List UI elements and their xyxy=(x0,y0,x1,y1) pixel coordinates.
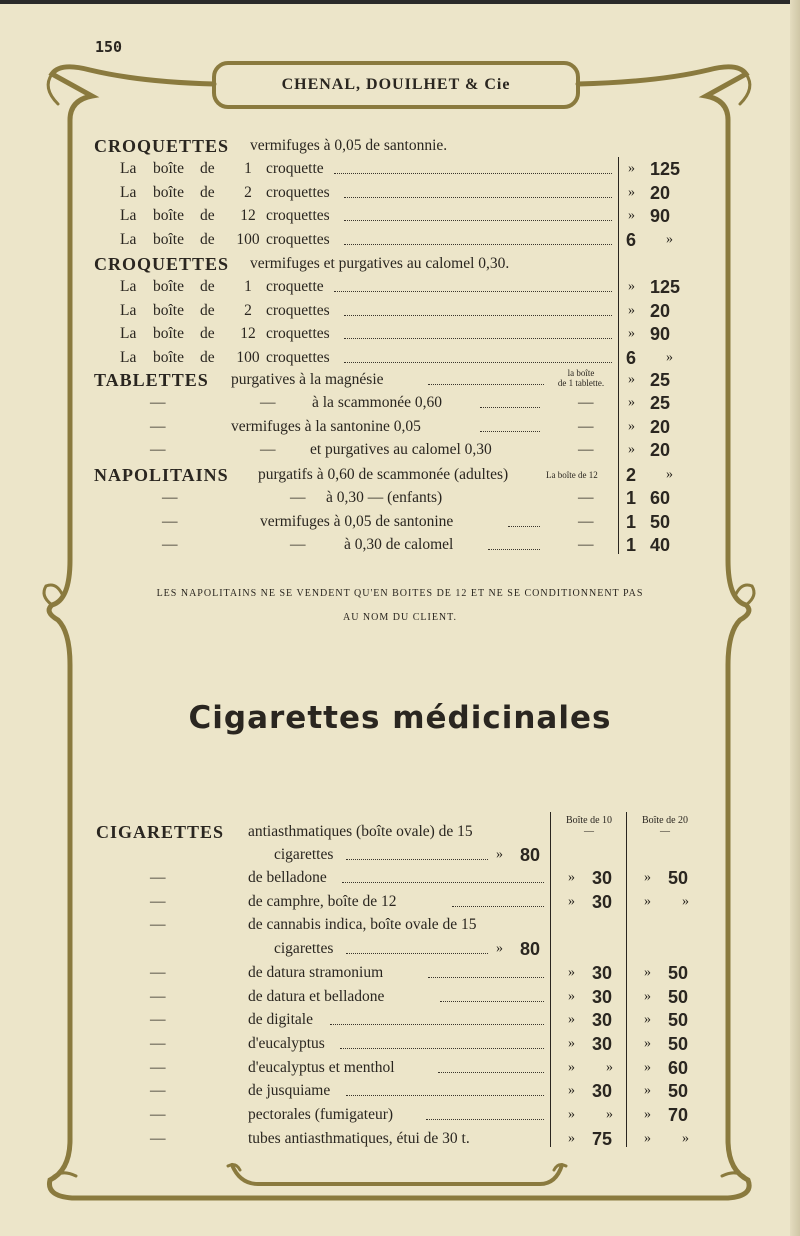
price-10-major: » xyxy=(568,1107,575,1122)
row-de: de xyxy=(200,183,215,201)
publisher-header: CHENAL, DOUILHET & Cie xyxy=(281,76,511,93)
sub-row xyxy=(0,391,800,415)
price-column-rule xyxy=(618,157,619,554)
price-minor: 90 xyxy=(650,324,671,345)
leader-dots xyxy=(428,963,544,978)
row-count: 100 xyxy=(236,231,260,249)
row-article: La xyxy=(120,278,137,295)
cigarettes-heading-cont xyxy=(0,843,800,867)
price-10-minor: » xyxy=(606,1107,613,1122)
croquette-row xyxy=(0,322,800,346)
price-10-minor: 30 xyxy=(592,1033,613,1054)
price-major: » xyxy=(628,302,635,318)
section-desc: vermifuges et purgatives au calomel 0,30. xyxy=(250,255,510,272)
croquette-row xyxy=(0,204,800,228)
napolitains-heading xyxy=(0,463,800,487)
price-minor: 60 xyxy=(650,488,671,508)
row-text: de belladone xyxy=(248,869,327,886)
row-box: boîte xyxy=(153,183,184,201)
ditto-mark: — xyxy=(260,394,276,411)
cigarette-row xyxy=(0,1008,800,1032)
row-item: croquettes xyxy=(266,301,330,319)
row-article: La xyxy=(120,231,137,249)
price-10-minor: 30 xyxy=(592,868,613,888)
row-item: croquettes xyxy=(266,231,330,249)
croquettes-b-heading xyxy=(0,252,800,276)
row-count: 12 xyxy=(240,325,256,343)
ditto-mark: — xyxy=(150,1106,166,1123)
tablettes-heading xyxy=(0,368,800,392)
price-10-minor: 30 xyxy=(592,962,613,983)
row-box: boîte xyxy=(153,207,184,225)
ditto-mark: — xyxy=(150,417,166,435)
row-de: de xyxy=(200,160,215,177)
section-title-cigarettes: Cigarettes médicinales xyxy=(188,700,612,736)
price-minor: 80 xyxy=(520,939,541,960)
section-desc: purgatifs à 0,60 de scammonée (adultes) xyxy=(258,466,509,483)
row-count: 2 xyxy=(244,183,252,201)
price-20-minor: » xyxy=(682,893,689,909)
price-10-minor: 75 xyxy=(592,1128,613,1149)
cigarette-row xyxy=(0,866,800,890)
row-box: boîte xyxy=(153,325,184,343)
price-minor: 40 xyxy=(650,535,671,556)
section-title: NAPOLITAINS xyxy=(94,465,229,485)
price-20-minor: 50 xyxy=(668,986,689,1007)
price-20-major: » xyxy=(644,964,651,980)
price-major: » xyxy=(628,372,635,387)
price-10-major: » xyxy=(568,988,575,1004)
unit-ditto: — xyxy=(578,394,594,411)
section-title: TABLETTES xyxy=(94,370,209,390)
price-major: 1 xyxy=(626,535,637,556)
ditto-mark: — xyxy=(162,489,178,506)
unit-label: La boîte de 12 xyxy=(546,470,598,480)
price-20-major: » xyxy=(644,1059,651,1075)
row-de: de xyxy=(200,231,215,249)
ditto-mark: — xyxy=(150,1034,166,1052)
price-minor: » xyxy=(666,350,673,366)
cigarette-row xyxy=(0,1103,800,1127)
leader-dots xyxy=(452,892,544,907)
leader-dots xyxy=(334,159,612,174)
row-text: de cannabis indica, boîte ovale de 15 xyxy=(248,916,477,934)
row-text: d'eucalyptus xyxy=(248,1034,325,1052)
price-10-minor: 30 xyxy=(592,986,613,1007)
row-article: La xyxy=(120,325,137,343)
row-text: vermifuges à la santonine 0,05 xyxy=(231,417,421,435)
croquettes-a-heading xyxy=(0,134,800,158)
row-text: et purgatives au calomel 0,30 xyxy=(310,441,492,459)
ditto-mark: — xyxy=(150,916,166,934)
leader-dots xyxy=(334,277,612,292)
croquette-row xyxy=(0,181,800,205)
price-major: » xyxy=(496,847,503,862)
price-20-minor: 60 xyxy=(668,1057,689,1078)
row-count: 2 xyxy=(244,301,252,319)
price-minor: 125 xyxy=(650,159,681,179)
price-10-major: » xyxy=(568,1059,575,1075)
section-desc: antiasthmatiques (boîte ovale) de 15 xyxy=(248,823,473,840)
ditto-mark: — xyxy=(290,489,306,506)
leader-dots xyxy=(344,348,612,363)
ditto-mark: — xyxy=(150,441,166,459)
row-de: de xyxy=(200,325,215,343)
croquette-row xyxy=(0,346,800,370)
price-major: » xyxy=(628,184,635,200)
row-text: à 0,30 de calomel xyxy=(344,536,454,554)
croquette-row xyxy=(0,275,800,299)
row-count: 12 xyxy=(240,207,256,225)
note-line-2: AU NOM DU CLIENT. xyxy=(342,612,458,623)
price-20-major: » xyxy=(644,1130,651,1146)
row-item: croquettes xyxy=(266,207,330,225)
page-number: 150 xyxy=(95,38,123,56)
row-box: boîte xyxy=(153,160,184,177)
croquette-row xyxy=(0,299,800,323)
leader-dots xyxy=(480,417,540,432)
price-major: » xyxy=(628,161,635,176)
unit-ditto: — xyxy=(578,512,594,530)
leader-dots xyxy=(426,1105,544,1120)
unit-ditto: — xyxy=(578,417,594,435)
price-minor: » xyxy=(666,232,673,248)
price-10-minor: 30 xyxy=(592,1081,613,1102)
price-20-minor: » xyxy=(682,1130,689,1146)
row-text: de jusquiame xyxy=(248,1082,331,1100)
price-20-minor: 70 xyxy=(668,1105,689,1125)
ditto-mark: — xyxy=(260,441,276,459)
price-20-major: » xyxy=(644,870,651,885)
leader-dots xyxy=(346,939,488,954)
price-major: 1 xyxy=(626,488,637,508)
price-minor: 50 xyxy=(650,511,671,532)
price-10-major: » xyxy=(568,1130,575,1146)
sub-row xyxy=(0,533,800,557)
cigarettes-heading xyxy=(0,820,800,844)
ditto-mark: — xyxy=(150,987,166,1005)
leader-dots xyxy=(438,1058,544,1073)
row-article: La xyxy=(120,207,137,225)
unit-ditto: — xyxy=(578,441,594,459)
price-20-minor: 50 xyxy=(668,868,689,888)
price-major: 6 xyxy=(626,348,637,369)
sub-row xyxy=(0,438,800,462)
ditto-mark: — xyxy=(150,1011,166,1029)
price-20-minor: 50 xyxy=(668,1010,689,1031)
cigarette-row xyxy=(0,1056,800,1080)
row-de: de xyxy=(200,207,215,225)
leader-dots xyxy=(342,868,544,883)
price-20-major: » xyxy=(644,1083,651,1099)
price-minor: 25 xyxy=(650,370,671,390)
leader-dots xyxy=(488,535,540,550)
price-minor: 20 xyxy=(650,300,671,321)
note-line-1: LES NAPOLITAINS NE SE VENDENT QU'EN BOITES DE 12 ET NE SE CONDITIONNENT PAS xyxy=(156,588,644,599)
price-20-major: » xyxy=(644,1035,651,1051)
price-minor: 20 xyxy=(650,440,671,461)
ditto-mark: — xyxy=(150,1129,166,1147)
row-de: de xyxy=(200,278,215,295)
row-article: La xyxy=(120,349,137,367)
price-10-minor: 30 xyxy=(592,1010,613,1031)
ditto-mark: — xyxy=(162,536,178,554)
price-minor: 25 xyxy=(650,393,671,413)
row-text: de camphre, boîte de 12 xyxy=(248,892,397,910)
row-text: vermifuges à 0,05 de santonine xyxy=(260,512,454,530)
price-20-minor: 50 xyxy=(668,1081,689,1102)
cigarette-row xyxy=(0,985,800,1009)
row-text: de datura et belladone xyxy=(248,987,385,1005)
row-text: tubes antiasthmatiques, étui de 30 t. xyxy=(248,1129,470,1147)
unit-ditto: — xyxy=(578,489,594,506)
price-major: » xyxy=(628,442,635,458)
leader-dots xyxy=(480,393,540,408)
leader-dots xyxy=(344,230,612,245)
row-item: croquettes xyxy=(266,325,330,343)
sub-row xyxy=(0,415,800,439)
price-10-major: » xyxy=(568,870,575,885)
croquette-row xyxy=(0,157,800,181)
row-article: La xyxy=(120,301,137,319)
section-desc: purgatives à la magnésie xyxy=(231,371,384,388)
price-major: » xyxy=(628,279,635,294)
column-header-20: Boîte de 20 — xyxy=(641,815,689,837)
row-count: 1 xyxy=(244,278,252,295)
price-major: » xyxy=(496,941,503,957)
column-header-10: Boîte de 10 — xyxy=(565,815,613,837)
row-count: 100 xyxy=(236,349,260,367)
unit-label: la boîte de 1 tablette. xyxy=(557,368,605,388)
price-minor: » xyxy=(666,467,673,482)
row-article: La xyxy=(120,183,137,201)
leader-dots xyxy=(346,1081,544,1096)
price-major: » xyxy=(628,395,635,410)
sub-row xyxy=(0,486,800,510)
price-10-major: » xyxy=(568,893,575,909)
row-de: de xyxy=(200,349,215,367)
price-10-minor: 30 xyxy=(592,891,613,912)
ditto-mark: — xyxy=(150,869,166,886)
unit-ditto: — xyxy=(578,536,594,554)
price-major: 6 xyxy=(626,230,637,251)
row-de: de xyxy=(200,301,215,319)
price-major: » xyxy=(628,326,635,342)
price-20-major: » xyxy=(644,1107,651,1122)
leader-dots xyxy=(330,1010,544,1025)
row-item: croquettes xyxy=(266,183,330,201)
ditto-mark: — xyxy=(290,536,306,554)
leader-dots xyxy=(346,845,488,860)
price-minor: 90 xyxy=(650,206,671,227)
leader-dots xyxy=(428,370,544,385)
cigarette-row xyxy=(0,913,800,937)
croquette-row xyxy=(0,228,800,252)
leader-dots xyxy=(344,183,612,198)
cigarette-row xyxy=(0,961,800,985)
leader-dots xyxy=(508,512,540,527)
row-box: boîte xyxy=(153,231,184,249)
ditto-mark: — xyxy=(150,1058,166,1076)
section-title: CIGARETTES xyxy=(96,822,225,842)
leader-dots xyxy=(344,301,612,316)
section-title: CROQUETTES xyxy=(94,254,230,274)
price-10-major: » xyxy=(568,1012,575,1028)
ditto-mark: — xyxy=(162,512,178,530)
price-major: » xyxy=(628,208,635,224)
ditto-mark: — xyxy=(150,1082,166,1100)
row-text: à 0,30 — (enfants) xyxy=(326,489,443,506)
price-10-minor: » xyxy=(606,1059,613,1075)
row-count: 1 xyxy=(244,160,252,177)
price-minor: 125 xyxy=(650,277,681,297)
row-text: à la scammonée 0,60 xyxy=(312,394,442,411)
row-text: de datura stramonium xyxy=(248,963,384,981)
row-box: boîte xyxy=(153,301,184,319)
ditto-mark: — xyxy=(150,892,166,910)
row-box: boîte xyxy=(153,278,184,295)
cigarette-row xyxy=(0,1127,800,1151)
row-article: La xyxy=(120,160,137,177)
row-item: croquette xyxy=(266,278,324,295)
section-title: CROQUETTES xyxy=(94,136,230,156)
sub-row xyxy=(0,510,800,534)
cigarette-row xyxy=(0,890,800,914)
leader-dots xyxy=(440,987,544,1002)
price-20-minor: 50 xyxy=(668,1033,689,1054)
row-box: boîte xyxy=(153,349,184,367)
ditto-mark: — xyxy=(150,394,166,411)
row-text: d'eucalyptus et menthol xyxy=(248,1058,395,1076)
price-major: » xyxy=(628,418,635,434)
row-text: de digitale xyxy=(248,1011,313,1029)
price-20-major: » xyxy=(644,1012,651,1028)
price-major: 2 xyxy=(626,465,637,485)
leader-dots xyxy=(340,1034,544,1049)
price-minor: 80 xyxy=(520,845,541,865)
leader-dots xyxy=(344,206,612,221)
price-minor: 20 xyxy=(650,416,671,437)
price-10-major: » xyxy=(568,964,575,980)
row-item: croquettes xyxy=(266,349,330,367)
price-20-minor: 50 xyxy=(668,962,689,983)
price-10-major: » xyxy=(568,1035,575,1051)
leader-dots xyxy=(344,324,612,339)
row-item: croquette xyxy=(266,160,324,177)
price-major: 1 xyxy=(626,511,637,532)
cigarette-row xyxy=(0,937,800,961)
continuation: cigarettes xyxy=(274,846,334,863)
cigarette-row xyxy=(0,1032,800,1056)
row-text: cigarettes xyxy=(274,940,334,958)
price-20-major: » xyxy=(644,893,651,909)
section-desc: vermifuges à 0,05 de santonnie. xyxy=(250,137,448,154)
row-text: pectorales (fumigateur) xyxy=(248,1106,394,1123)
price-20-major: » xyxy=(644,988,651,1004)
price-10-major: » xyxy=(568,1083,575,1099)
cigarette-row xyxy=(0,1079,800,1103)
ditto-mark: — xyxy=(150,963,166,981)
price-minor: 20 xyxy=(650,182,671,203)
